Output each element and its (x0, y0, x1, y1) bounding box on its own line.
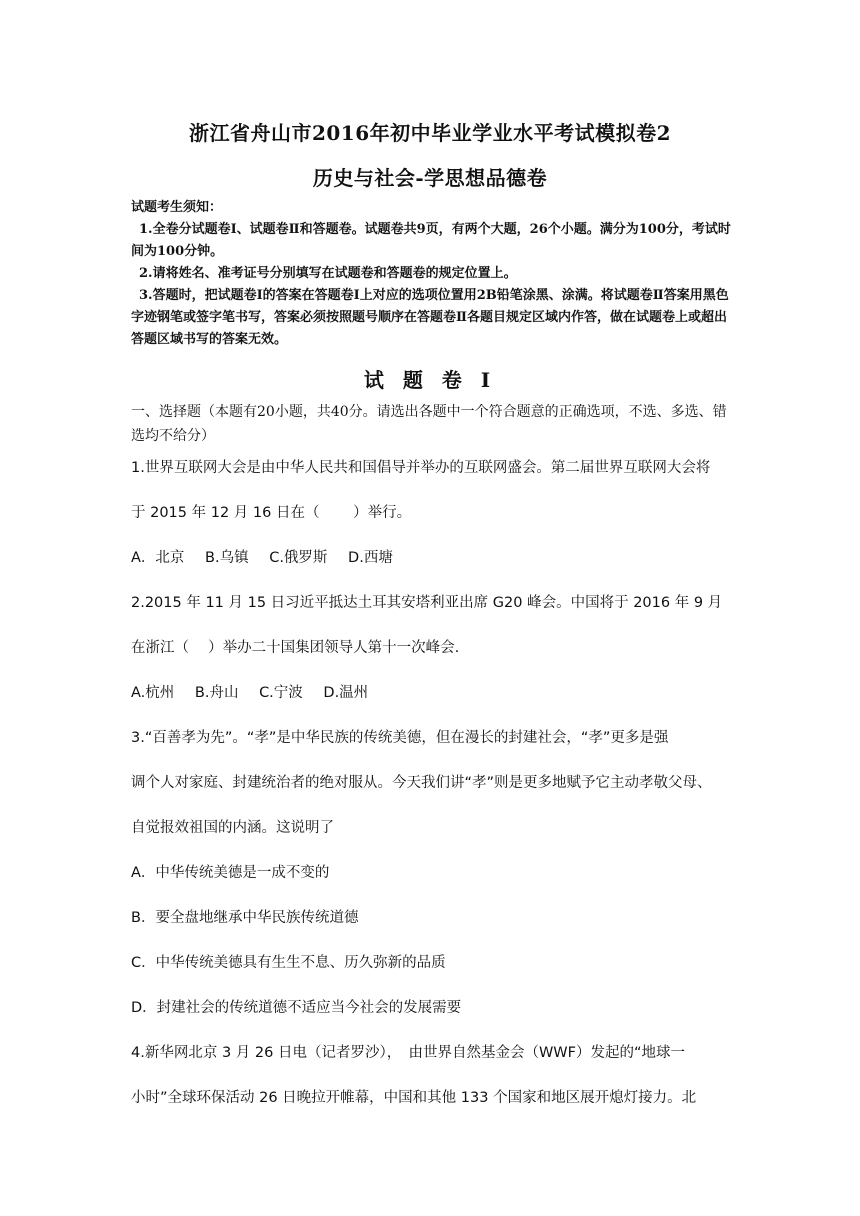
question-1-option-a: A．北京 (131, 550, 185, 566)
question-2-option-d: D.温州 (323, 685, 369, 701)
question-3-option-c: C．中华传统美德具有生生不息、历久弥新的品质 (131, 955, 446, 971)
section-title: 试 题 卷 Ⅰ (363, 368, 497, 392)
question-2-line-2: 在浙江（ ）举办二十国集团领导人第十一次峰会. (131, 640, 460, 656)
section-description: 一、选择题（本题有20小题，共40分。请选出各题中一个符合题意的正确选项，不选、多选、错选均不给分） (131, 404, 727, 444)
question-2-option-c: C.宁波 (259, 685, 303, 701)
exam-title: 浙江省舟山市2016年初中毕业学业水平考试模拟卷2 (188, 121, 672, 145)
exam-subtitle: 历史与社会-学思想品德卷 (312, 166, 548, 190)
question-1-option-d: D.西塘 (348, 550, 393, 566)
notice-item-3: 3.答题时，把试题卷Ⅰ的答案在答题卷Ⅰ上对应的选项位置用2B铅笔涂黑、涂满。将试题卷Ⅱ答案用黑色字迹钢笔或签字笔书写，答案必须按照题号顺序在答题卷Ⅱ各题目规定区域内作答，做在试题卷上或超出答题区域书写的答案无效。 (131, 288, 729, 347)
question-2-options (131, 681, 384, 702)
question-1-line-2: 于 2015 年 12 月 16 日在（ ）举行。 (131, 505, 412, 521)
question-3-line-1: 3.“百善孝为先”。“孝”是中华民族的传统美德，但在漫长的封建社会，“孝”更多是强 (131, 730, 669, 746)
question-3-line-3: 自觉报效祖国的内涵。这说明了 (131, 820, 334, 836)
question-3-line-2: 调个人对家庭、封建统治者的绝对服从。今天我们讲“孝”则是更多地赋予它主动孝敬父母、 (131, 775, 712, 791)
question-4-line-2: 小时”全球环保活动 26 日晚拉开帷幕，中国和其他 133 个国家和地区展开熄灯接力。北 (131, 1090, 697, 1106)
question-2-option-a: A.杭州 (131, 685, 175, 701)
question-4-line-1: 4.新华网北京 3 月 26 日电（记者罗沙）， 由世界自然基金会（WWF）发起的“地球一 (131, 1045, 685, 1061)
question-1-options (131, 546, 409, 567)
question-2-line-1: 2.2015 年 11 月 15 日习近平抵达土耳其安塔利亚出席 G20 峰会。中国将于 2016 年 9 月 (131, 595, 723, 611)
question-3-option-d: D．封建社会的传统道德不适应当今社会的发展需要 (131, 1000, 462, 1016)
notice-heading: 试题考生须知： (131, 200, 223, 215)
question-3-option-b: B．要全盘地继承中华民族传统道德 (131, 910, 359, 926)
question-1-line-1: 1.世界互联网大会是由中华人民共和国倡导并举办的互联网盛会。第二届世界互联网大会将 (131, 460, 711, 476)
question-1-option-c: C.俄罗斯 (269, 550, 328, 566)
question-1-option-b: B.乌镇 (205, 550, 249, 566)
question-2-option-b: B.舟山 (194, 685, 239, 701)
notice-item-2: 2.请将姓名、准考证号分别填写在试题卷和答题卷的规定位置上。 (139, 266, 517, 281)
notice-item-1: 1.全卷分试题卷Ⅰ、试题卷Ⅱ和答题卷。试题卷共9页，有两个大题，26个小题。满分为100分，考试时间为100分钟。 (131, 222, 731, 259)
question-3-option-a: A．中华传统美德是一成不变的 (131, 865, 330, 881)
